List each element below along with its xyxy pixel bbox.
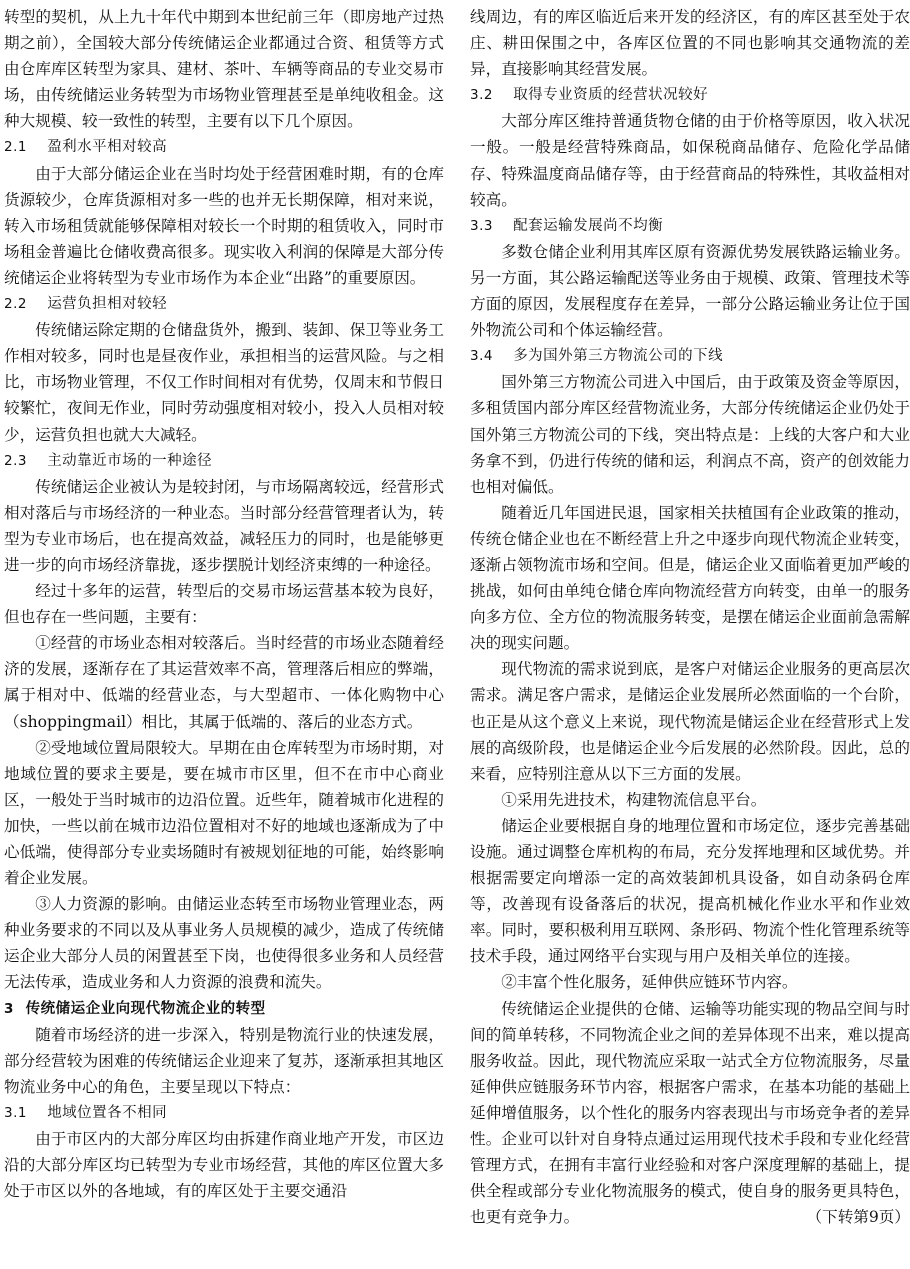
- paragraph: 储运企业要根据自身的地理位置和市场定位，逐步完善基础设施。通过调整仓库机构的布局，充分发挥地理和区域优势。并根据需要定向增添一定的高效装卸机具设备，如自动条码仓库等，改善现有设备落后的状况，提高机械化作业水平和作业效率。同时，要积极利用互联网、条形码、物流个性化管理系统等技术手段，通过网络平台实现与用户及相关单位的连接。: [470, 816, 910, 966]
- heading-title: 运营负担相对较轻: [47, 296, 168, 313]
- subsection-heading: [470, 343, 910, 369]
- heading-number: 2.2: [4, 296, 27, 313]
- heading-title: 传统储运企业向现代物流企业的转型: [25, 1000, 266, 1017]
- paragraph: 转型的契机，从上九十年代中期到本世纪前三年（即房地产过热期之前），全国较大部分传统储运企业都通过合资、租赁等方式由仓库库区转型为家具、建材、茶叶、车辆等商品的专业交易市场，由传统储运业务转型为市场物业管理甚至是单纯收租金。这种大规模、较一致性的转型，主要有以下几个原因。: [4, 8, 444, 131]
- paragraph: 由于市区内的大部分库区均由拆建作商业地产开发，市区边沿的大部分库区均已转型为专业市场经营，其他的库区位置大多处于市区以外的各地域，有的库区处于主要交通沿: [4, 1130, 444, 1201]
- right-column-body: [470, 4, 910, 1230]
- heading-title: 多为国外第三方物流公司的下线: [513, 348, 724, 365]
- paragraph: 经过十多年的运营，转型后的交易市场运营基本较为良好，但也存在一些问题，主要有：: [4, 582, 444, 627]
- heading-title: 主动靠近市场的一种途径: [47, 452, 213, 469]
- paragraph: ③人力资源的影响。由储运业态转至市场物业管理业态，两种业务要求的不同以及从事业务人员规模的减少，造成了传统储运企业大部分人员的闲置甚至下岗，也使得很多业务和人员经营无法传承，造成业务和人力资源的浪费和流失。: [4, 895, 444, 992]
- left-column: [4, 4, 444, 1266]
- paragraph: ①采用先进技术，构建物流信息平台。: [501, 790, 767, 809]
- continued-note: （下转第9页）: [806, 1208, 910, 1227]
- paragraph: 传统储运企业被认为是较封闭，与市场隔离较远，经营形式相对落后与市场经济的一种业态。当时部分经营管理者认为，转型为专业市场后，也在提高效益，减轻压力的同时，也是能够更进一步的向市场经济靠拢，逐步摆脱计划经济束缚的一种途径。: [4, 477, 444, 574]
- paragraph: 随着近几年国进民退，国家相关扶植国有企业政策的推动，传统仓储企业也在不断经营上升之中逐步向现代物流企业转变，逐渐占领物流市场和空间。但是，储运企业又面临着更加严峻的挑战，如何由单纯仓储仓库向物流经营方向转变，由单一的服务向多方位、全方位的物流服务转变，是摆在储运企业面前急需解决的现实问题。: [470, 503, 910, 653]
- paragraph: 线周边，有的库区临近后来开发的经济区，有的库区甚至处于农庄、耕田保围之中，各库区位置的不同也影响其交通物流的差异，直接影响其经营发展。: [470, 8, 910, 79]
- heading-number: 2.1: [4, 139, 27, 156]
- heading-title: 配套运输发展尚不均衡: [513, 217, 664, 234]
- heading-title: 地域位置各不相同: [47, 1104, 168, 1121]
- heading-number: 3.3: [470, 217, 493, 234]
- subsection-heading: [470, 82, 910, 108]
- paragraph: 大部分库区维持普通货物仓储的由于价格等原因，收入状况一般。一般是经营特殊商品，如保税商品储存、危险化学品储存、特殊温度商品储存等，由于经营商品的特殊性，其收益相对较高。: [470, 112, 910, 209]
- right-column: [470, 4, 910, 1266]
- heading-number: 3: [4, 1000, 14, 1017]
- heading-number: 3.4: [470, 348, 493, 365]
- heading-number: 3.2: [470, 87, 493, 104]
- paragraph: 随着市场经济的进一步深入，特别是物流行业的快速发展，部分经营较为困难的传统储运企业迎来了复苏，逐渐承担其地区物流业务中心的角色，主要呈现以下特点：: [4, 1025, 444, 1096]
- paragraph: 多数仓储企业利用其库区原有资源优势发展铁路运输业务。另一方面，其公路运输配送等业务由于规模、政策、管理技术等方面的原因，发展程度存在差异，一部分公路运输业务让位于国外物流公司和个体运输经营。: [470, 242, 910, 340]
- paragraph: 传统储运企业提供的仓储、运输等功能实现的物品空间与时间的简单转移，不同物流企业之间的差异体现不出来，难以提高服务收益。因此，现代物流应采取一站式全方位物流服务，尽量延伸供应链服务环节内容，根据客户需求，在基本功能的基础上延伸增值服务，以个性化的服务内容表现出与市场竞争者的差异性。企业可以针对自身特点通过运用现代技术手段和专业化经营管理方式，在拥有丰富行业经验和对客户深度理解的基础上，提供全程或部分专业化物流服务的模式，使自身的服务更具特色，也更有竞争力。 （下转第9页）: [470, 996, 910, 1231]
- heading-number: 3.1: [4, 1104, 27, 1121]
- subsection-heading: [4, 448, 444, 474]
- paragraph: ①经营的市场业态相对较落后。当时经营的市场业态随着经济的发展，逐渐存在了其运营效率不高，管理落后相应的弊端，属于相对中、低端的经营业态，与大型超市、一体化购物中心（shoppingmail）相比，其属于低端的、落后的业态方式。: [4, 634, 444, 731]
- subsection-heading: [4, 291, 444, 317]
- paragraph: ②丰富个性化服务，延伸供应链环节内容。: [501, 973, 798, 992]
- heading-number: 2.3: [4, 452, 27, 469]
- paragraph: ②受地域位置局限较大。早期在由仓库转型为市场时期，对地域位置的要求主要是，要在城市市区里，但不在市中心商业区，一般处于当时城市的边沿位置。近些年，随着城市化进程的加快，一些以前在城市边沿位置相对不好的地域也逐渐成为了中心低端，使得部分专业卖场随时有被规划征地的可能，始终影响着企业发展。: [4, 738, 444, 888]
- subsection-heading: [470, 213, 910, 239]
- paragraph: 由于大部分储运企业在当时均处于经营困难时期，有的仓库货源较少，仓库货源相对多一些的也并无长期保障，相对来说，转入市场租赁就能够保障相对较长一个时期的租赁收入，同时市场租金普遍比仓储收费高很多。现实收入利润的保障是大部分传统储运企业将转型为专业市场作为本企业“出路”的重要原因。: [4, 164, 444, 287]
- paragraph: 现代物流的需求说到底，是客户对储运企业服务的更高层次需求。满足客户需求，是储运企业发展所必然面临的一个台阶，也正是从这个意义上来说，现代物流是储运企业在经营形式上发展的高级阶段，也是储运企业今后发展的必然阶段。因此，总的来看，应特别注意从以下三方面的发展。: [470, 660, 910, 783]
- subsection-heading: [4, 1100, 444, 1126]
- heading-title: 取得专业资质的经营状况较好: [513, 87, 709, 104]
- section-heading: [4, 996, 444, 1022]
- paragraph: 国外第三方物流公司进入中国后，由于政策及资金等原因，多租赁国内部分库区经营物流业务，大部分传统储运企业仍处于国外第三方物流公司的下线，突出特点是：上线的大客户和大业务拿不到，仍进行传统的储和运，利润点不高，资产的创效能力也相对偏低。: [470, 373, 910, 496]
- heading-title: 盈利水平相对较高: [47, 139, 168, 156]
- subsection-heading: [4, 134, 444, 160]
- paragraph: 传统储运除定期的仓储盘货外，搬到、装卸、保卫等业务工作相对较多，同时也是昼夜作业，承担相当的运营风险。与之相比，市场物业管理，不仅工作时间相对有优势，仅周末和节假日较繁忙，夜间无作业，同时劳动强度相对较小，投入人员相对较少，运营负担也就大大减轻。: [4, 321, 444, 444]
